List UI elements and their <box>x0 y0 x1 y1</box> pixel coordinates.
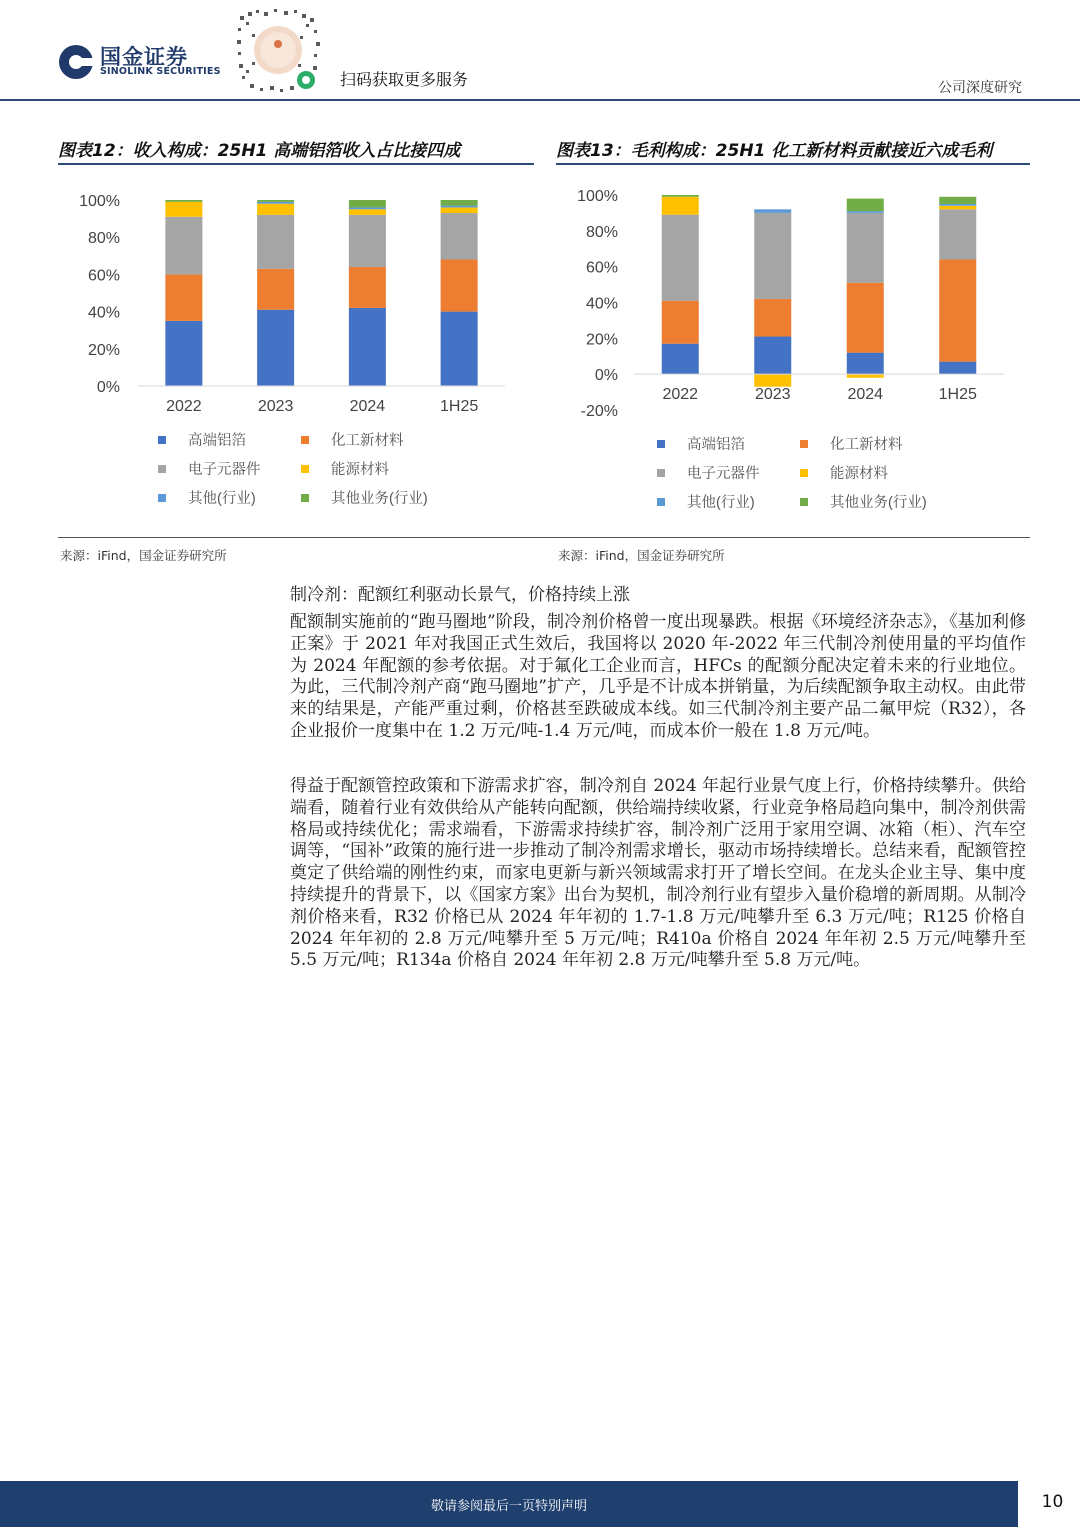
bar-segment <box>939 209 976 259</box>
bar-segment <box>349 200 386 207</box>
legend-swatch <box>800 498 808 506</box>
legend-label: 能源材料 <box>830 466 888 482</box>
bar-segment <box>754 213 791 299</box>
figure12-source: 来源：iFind，国金证券研究所 <box>60 548 227 563</box>
bar-segment <box>257 310 294 386</box>
legend-label: 其他业务(行业) <box>331 491 428 507</box>
legend-swatch <box>657 498 665 506</box>
legend-swatch <box>158 465 166 473</box>
bar-segment <box>847 213 884 283</box>
x-tick-label: 1H25 <box>938 386 977 403</box>
bar-segment <box>257 204 294 215</box>
x-tick-label: 2022 <box>166 398 202 415</box>
bar-segment <box>939 260 976 362</box>
footer-disclaimer[interactable]: 敬请参阅最后一页特别声明 <box>430 1499 587 1514</box>
header-divider <box>0 99 1080 101</box>
qr-code-icon[interactable] <box>234 6 322 94</box>
x-tick-label: 2024 <box>847 386 884 403</box>
bar-segment <box>662 215 699 301</box>
bar-segment <box>754 299 791 337</box>
x-tick-label: 2023 <box>754 386 791 403</box>
y-tick-label: -20% <box>580 403 618 420</box>
bar-segment <box>165 202 202 217</box>
bar-segment <box>939 206 976 210</box>
logo-english-name: SINOLINK SECURITIES <box>100 66 221 77</box>
y-tick-label: 100% <box>577 188 618 205</box>
bar-segment <box>754 374 791 387</box>
y-tick-label: 60% <box>87 267 120 285</box>
bar-segment <box>847 199 884 212</box>
bar-segment <box>349 207 386 209</box>
y-tick-label: 80% <box>585 223 618 241</box>
legend-swatch <box>301 436 309 444</box>
bar-segment <box>441 213 478 260</box>
y-tick-label: 0% <box>594 367 618 385</box>
logo-chinese-name: 国金证券 <box>100 45 188 69</box>
bar-segment <box>662 197 699 215</box>
legend-swatch <box>301 465 309 473</box>
x-tick-label: 2024 <box>349 398 386 415</box>
legend-label: 其他(行业) <box>188 491 256 507</box>
bar-segment <box>165 274 202 321</box>
y-tick-label: 40% <box>87 304 120 322</box>
x-tick-label: 2022 <box>662 386 699 403</box>
bar-segment <box>349 308 386 386</box>
sinolink-logo-icon <box>58 44 94 80</box>
bar-segment <box>257 215 294 269</box>
bar-segment <box>939 204 976 206</box>
legend-label: 化工新材料 <box>331 433 404 449</box>
bar-segment <box>441 260 478 312</box>
legend-label: 高端铝箔 <box>188 433 246 449</box>
report-type-label: 公司深度研究 <box>938 80 1022 96</box>
y-tick-label: 20% <box>585 331 618 349</box>
bar-segment <box>165 217 202 275</box>
figure12-title: 图表12：收入构成：25H1 高端铝箔收入占比接四成 <box>58 141 461 161</box>
bar-segment <box>441 200 478 206</box>
scan-for-service-text: 扫码获取更多服务 <box>340 70 469 89</box>
bar-segment <box>847 353 884 375</box>
bar-segment <box>349 209 386 215</box>
y-tick-label: 80% <box>87 230 120 248</box>
bar-segment <box>441 206 478 208</box>
figure-bottom-divider <box>58 537 1030 538</box>
bar-segment <box>349 267 386 308</box>
legend-swatch <box>158 436 166 444</box>
bar-segment <box>847 211 884 213</box>
bar-segment <box>939 197 976 204</box>
x-tick-label: 2023 <box>257 398 294 415</box>
legend-label: 化工新材料 <box>830 437 903 453</box>
bar-segment <box>754 209 791 213</box>
legend-swatch <box>800 440 808 448</box>
bar-segment <box>441 312 478 386</box>
y-tick-label: 20% <box>87 341 120 359</box>
legend-swatch <box>657 440 665 448</box>
y-tick-label: 60% <box>585 259 618 277</box>
bar-segment <box>257 269 294 310</box>
legend-swatch <box>800 469 808 477</box>
gross-profit-composition-chart <box>556 170 1030 530</box>
y-tick-label: 40% <box>585 295 618 313</box>
figure12-title-underline <box>58 163 534 165</box>
bar-segment <box>847 374 884 378</box>
section-heading: 制冷剂：配额红利驱动长景气，价格持续上涨 <box>290 585 630 605</box>
legend-label: 其他业务(行业) <box>830 495 927 511</box>
legend-label: 电子元器件 <box>687 466 760 482</box>
bar-segment <box>662 195 699 197</box>
legend-label: 高端铝箔 <box>687 437 745 453</box>
legend-swatch <box>301 494 309 502</box>
bar-segment <box>257 202 294 204</box>
legend-label: 其他(行业) <box>687 495 755 511</box>
paragraph-2: 得益于配额管控政策和下游需求扩容，制冷剂自 2024 年起行业景气度上行，价格持续攀升。供给端看，随着行业有效供给从产能转向配额，供给端持续收紧，行业竞争格局趋向集中，制冷剂供需格局或持续优化；需求端看，下游需求持续扩容，制冷剂广泛用于家用空调、冰箱（柜）、汽车空调等，“国补”政策的施行进一步推动了制冷剂需求增长，驱动市场持续增长。总结来看，配额管控奠定了供给端的刚性约束，而家电更新与新兴领域需求打开了增长空间。在龙头企业主导、集中度持续提升的背景下，以《国家方案》出台为契机，制冷剂行业有望步入量价稳增的新周期。从制冷剂价格来看，R32 价格已从 2024 年年初的 1.7-1.8 万元/吨攀升至 6.3 万元/吨；R125 价格自 2024 年年初的 2.8 万元/吨攀升至 5 万元/吨；R410a 价格自 2024 年年初 2.5 万元/吨攀升至 5.5 万元/吨；R134a 价格自 2024 年年初 2.8 万元/吨攀升至 5.8 万元/吨。 <box>290 776 1026 971</box>
bar-segment <box>662 344 699 374</box>
page-number: 10 <box>1041 1492 1064 1512</box>
x-tick-label: 1H25 <box>440 398 479 415</box>
bar-segment <box>257 200 294 202</box>
figure13-title: 图表13：毛利构成：25H1 化工新材料贡献接近六成毛利 <box>556 141 993 161</box>
legend-label: 能源材料 <box>331 462 389 478</box>
revenue-composition-chart <box>58 170 534 530</box>
bar-segment <box>662 301 699 344</box>
bar-segment <box>165 200 202 202</box>
y-tick-label: 0% <box>96 379 120 396</box>
bar-segment <box>939 362 976 375</box>
figure13-title-underline <box>556 163 1030 165</box>
legend-swatch <box>158 494 166 502</box>
paragraph-1: 配额制实施前的“跑马圈地”阶段，制冷剂价格曾一度出现暴跌。根据《环境经济杂志》，《基加利修正案》于 2021 年对我国正式生效后，我国将以 2020 年-2022 年三代制冷剂使用量的平均值作为 2024 年配额的参考依据。对于氟化工企业而言，HFCs 的配额分配决定着未来的行业地位。为此，三代制冷剂产商“跑马圈地”扩产，几乎是不计成本拼销量，为后续配额争取主动权。由此带来的结果是，产能严重过剩，价格甚至跌破成本线。如三代制冷剂主要产品二氟甲烷（R32），各企业报价一度集中在 1.2 万元/吨-1.4 万元/吨，而成本价一般在 1.8 万元/吨。 <box>290 612 1026 741</box>
bar-segment <box>441 207 478 213</box>
figure13-source: 来源：iFind，国金证券研究所 <box>558 548 725 563</box>
legend-label: 电子元器件 <box>188 462 261 478</box>
bar-segment <box>349 215 386 267</box>
legend-swatch <box>657 469 665 477</box>
bar-segment <box>847 283 884 353</box>
bar-segment <box>165 321 202 386</box>
bar-segment <box>754 337 791 375</box>
y-tick-label: 100% <box>79 193 120 210</box>
